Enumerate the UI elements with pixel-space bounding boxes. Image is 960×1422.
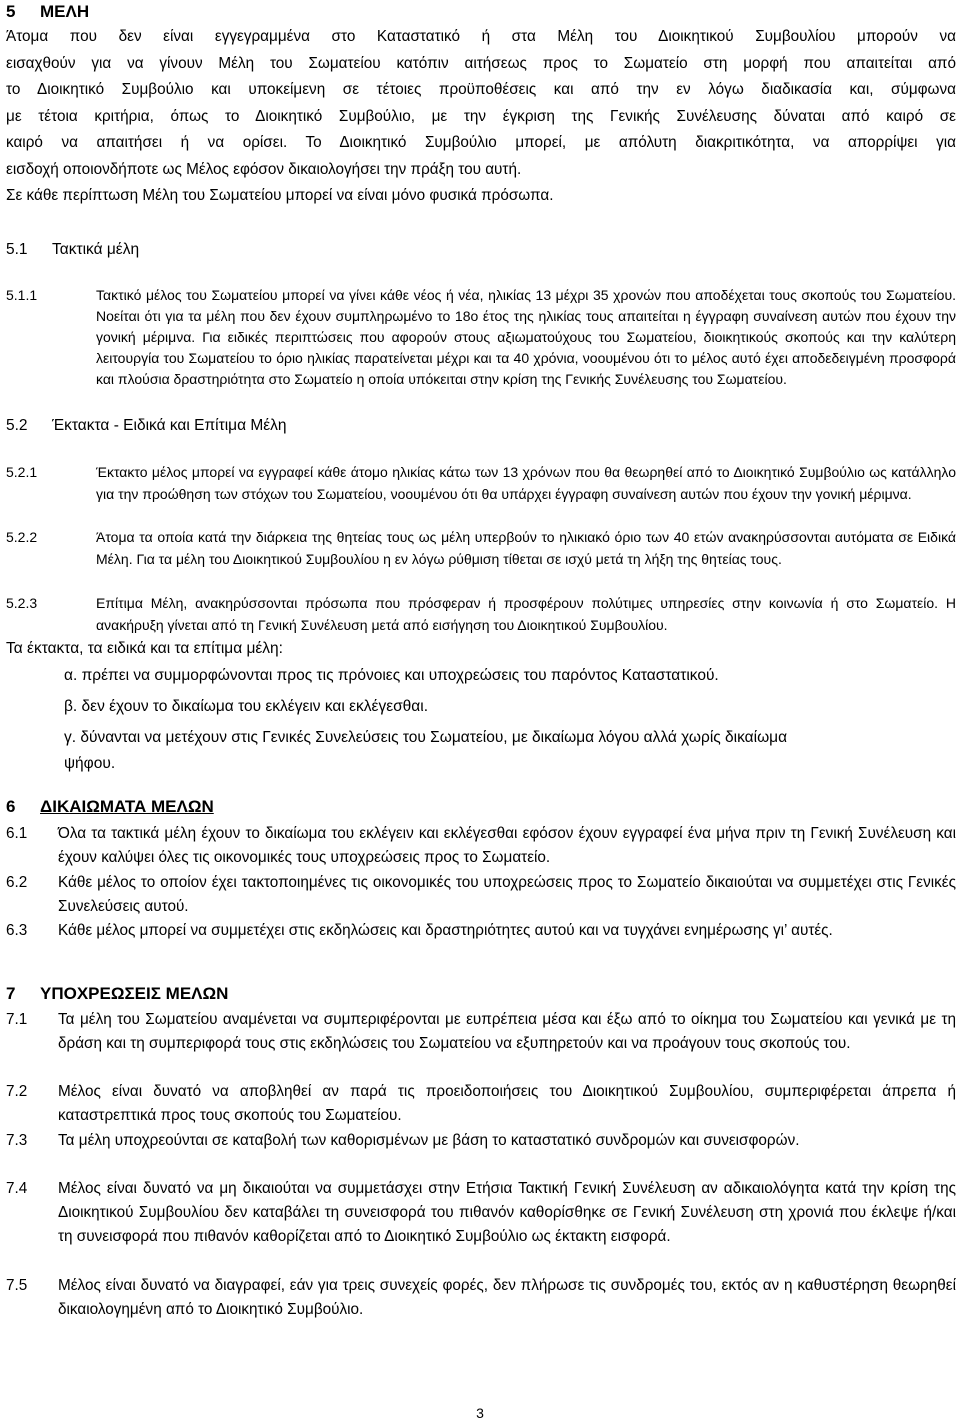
section-title: ΥΠΟΧΡΕΩΣΕΙΣ ΜΕΛΩΝ: [40, 984, 229, 1003]
item-number: 5.2.3: [6, 595, 38, 611]
item-number: 5.1.1: [6, 287, 38, 303]
item-number: 7.4: [6, 1180, 28, 1197]
intro-line: καιρό να απαιτήσει ή να ορίσει. Το Διοικητικό Συμβούλιο μπορεί, με απόλυτη διακριτικότητα, να απορρίψει για: [6, 134, 956, 151]
section-5-heading: [6, 1, 89, 23]
item-number: 7.3: [6, 1132, 28, 1149]
item-7-3: [6, 1129, 956, 1153]
intro-line: Άτομα που δεν είναι εγγεγραμμένα στο Καταστατικό ή στα Μέλη του Διοικητικού Συμβουλίου μπορούν να: [6, 28, 956, 45]
subsection-number: 5.2: [6, 417, 28, 434]
item-text: Κάθε μέλος μπορεί να συμμετέχει στις εκδηλώσεις και δραστηριότητες αυτού και να τυγχάνει ενημέρωσης γι’ αυτές.: [58, 922, 833, 939]
item-text: Τα μέλη υποχρεούνται σε καταβολή των καθορισμένων με βάση το καταστατικό συνδρομών και συνεισφορών.: [58, 1132, 800, 1149]
item-text: Έκτακτο μέλος μπορεί να εγγραφεί κάθε άτομο ηλικίας κάτω των 13 χρόνων που θα θεωρηθεί από το Διοικητικό Συμβούλιο ως κατάλληλο για την προώθηση των στόχων του Σωματείου, νοουμένου ότι θα υπάρχει έγγραφη συναίνεση αυτών που έχουν την γονική μέριμνα.: [96, 464, 956, 502]
item-7-5: [6, 1274, 956, 1322]
item-5-2-3: [6, 592, 956, 636]
item-number: 6.1: [6, 825, 28, 842]
item-number: 7.1: [6, 1011, 28, 1028]
item-text: Όλα τα τακτικά μέλη έχουν το δικαίωμα του εκλέγειν και εκλέγεσθαι εφόσον έχουν εγγραφεί ένα μήνα πριν τη Γενική Συνέλευση και έχουν καλύψει όλες τις οικονομικές τους υποχρεώσεις προς το Σωματείο.: [58, 825, 956, 866]
item-text: Μέλος είναι δυνατό να διαγραφεί, εάν για τρεις συνεχείς φορές, δεν πλήρωσε τις συνδρομές του, εκτός αν η καθυστέρηση θεωρηθεί δικαιολογημένη από το Διοικητικό Συμβούλιο.: [58, 1277, 956, 1318]
list-item: ψήφου.: [64, 755, 116, 772]
intro-line: εισαχθούν για να γίνουν Μέλη του Σωματείου κατόπιν αιτήσεως προς το Σωματείο στη μορφή που απαιτείται από: [6, 54, 956, 72]
section-title: ΔΙΚΑΙΩΜΑΤΑ ΜΕΛΩΝ: [40, 797, 214, 816]
section-number: 6: [6, 797, 16, 816]
intro-line: το Διοικητικό Συμβούλιο και υποκείμενη σε τέτοιες προϋποθέσεις και από την εν λόγω διαδικασία και, σύμφωνα: [6, 81, 956, 98]
item-text: Τακτικό μέλος του Σωματείου μπορεί να γίνει κάθε νέος ή νέα, ηλικίας 13 μέχρι 35 χρονών που αποδέχεται τους σκοπούς του Σωματείου. Νοείται ότι για τα μέλη που δεν έχουν συμπληρωμένο το 18ο έτος της ηλικίας τους απαιτείται η έγγραφη συναίνεση αυτών που έχουν την γονική μέριμνα. Για ειδικές περιπτώσεις που αφορούν στους αξιωματούχους του Σωματείου, διοικητικούς σκοπούς και την καλύτερη λειτουργία του Σωματείου το όριο ηλικίας παρατείνεται μέχρι και τα 40 χρόνια, νοουμένου ότι το μέλος αυτό έχει αποδεδειγμένη προσφορά και πλούσια δραστηριότητα στο Σωματείο η οποία υπόκειται στην κρίση της Γενικής Συνέλευσης του Σωματείου.: [96, 287, 956, 387]
item-number: 7.2: [6, 1083, 28, 1100]
section-number: 5: [6, 2, 16, 21]
list: [64, 663, 956, 777]
item-text: Επίτιμα Μέλη, ανακηρύσσονται πρόσωπα που πρόσφεραν ή προσφέρουν πολύτιμες υπηρεσίες στην κοινωνία ή στο Σωματείο. Η ανακήρυξη γίνεται από τη Γενική Συνέλευση μετά από εισήγηση του Διοικητικού Συμβουλίου.: [96, 595, 956, 633]
page-number: 3: [476, 1405, 484, 1421]
section-6-heading: [6, 796, 214, 818]
subsection-title: Τακτικά μέλη: [52, 241, 140, 258]
item-number: 5.2.1: [6, 464, 38, 480]
list-item: β. δεν έχουν το δικαίωμα του εκλέγειν και εκλέγεσθαι.: [64, 698, 429, 715]
item-number: 5.2.2: [6, 529, 38, 545]
item-5-2-2: [6, 526, 956, 570]
subsection-5-2-heading: [6, 414, 287, 438]
item-7-4: [6, 1177, 956, 1249]
item-5-1-1: [6, 285, 956, 390]
subsection-5-1-heading: [6, 238, 139, 262]
item-number: 6.3: [6, 922, 28, 939]
item-7-2: [6, 1080, 956, 1128]
subsection-number: 5.1: [6, 241, 28, 258]
list-intro: Τα έκτακτα, τα ειδικά και τα επίτιμα μέλη:: [6, 640, 283, 657]
item-text: Μέλος είναι δυνατό να αποβληθεί αν παρά τις προειδοποιήσεις του Διοικητικού Συμβουλίου, συμπεριφέρεται άπρεπα ή καταστρεπτικά προς τους σκοπούς του Σωματείου.: [58, 1083, 956, 1124]
section-5-intro: [6, 24, 956, 210]
section-title: ΜΕΛΗ: [40, 2, 90, 21]
item-text: Τα μέλη του Σωματείου αναμένεται να συμπεριφέρονται με ευπρέπεια μέσα και έξω από το οίκημα του Σωματείου και γενικά με τη δράση και τη συμπεριφορά τους στις εκδηλώσεις του Σωματείου να εξυπηρετούν και να προάγουν τους σκοπούς του.: [58, 1011, 956, 1052]
list-item: α. πρέπει να συμμορφώνονται προς τις πρόνοιες και υποχρεώσεις του παρόντος Καταστατικού.: [64, 667, 719, 684]
section-number: 7: [6, 984, 16, 1003]
item-number: 7.5: [6, 1277, 28, 1294]
item-number: 6.2: [6, 874, 28, 891]
item-6-3: [6, 919, 956, 943]
item-text: Κάθε μέλος το οποίον έχει τακτοποιημένες τις οικονομικές του υποχρεώσεις προς το Σωματείο δικαιούται να συμμετέχει στις Γενικές Συνελεύσεις αυτού.: [58, 874, 956, 915]
item-5-2-1: [6, 461, 956, 505]
item-6-2: [6, 871, 956, 919]
item-6-1: [6, 822, 956, 870]
item-7-1: [6, 1008, 956, 1056]
item-text: Μέλος είναι δυνατό να μη δικαιούται να συμμετάσχει στην Ετήσια Τακτική Γενική Συνέλευση αν αδικαιολόγητα κατά την κρίση της Διοικητικού Συμβουλίου δεν καταβάλει τη συνεισφορά του πιθανόν καθορίσθηκε σε Γενική Συνέλευση στη χρονιά που έκλεψε ή/και τη συνεισφορά που πιθανόν καθορίζεται από το Διοικητικό Συμβούλιο ως έκτακτη εισφορά.: [58, 1180, 956, 1245]
item-text: Άτομα τα οποία κατά την διάρκεια της θητείας τους ως μέλη υπερβούν το ηλικιακό όριο των 40 ετών ανακηρύσσονται αυτόματα σε Ειδικά Μέλη. Για τα μέλη του Διοικητικού Συμβουλίου η εν λόγω ρύθμιση τίθεται σε ισχύ μετά τη λήξη της θητείας τους.: [96, 529, 956, 567]
intro-line: εισδοχή οποιονδήποτε ως Μέλος εφόσον δικαιολογήσει την πράξη του αυτή.: [6, 160, 522, 178]
intro-line: Σε κάθε περίπτωση Μέλη του Σωματείου μπορεί να είναι μόνο φυσικά πρόσωπα.: [6, 187, 554, 204]
section-7-heading: [6, 983, 228, 1005]
subsection-title: Έκτακτα - Ειδικά και Επίτιμα Μέλη: [52, 417, 287, 434]
list-item: γ. δύνανται να μετέχουν στις Γενικές Συνελεύσεις του Σωματείου, με δικαίωμα λόγου αλλά χωρίς δικαίωμα: [64, 729, 788, 746]
intro-line: με τέτοια κριτήρια, όπως το Διοικητικό Συμβούλιο, με την έγκριση της Γενικής Συνέλευσης δύναται από καιρό σε: [6, 107, 956, 125]
